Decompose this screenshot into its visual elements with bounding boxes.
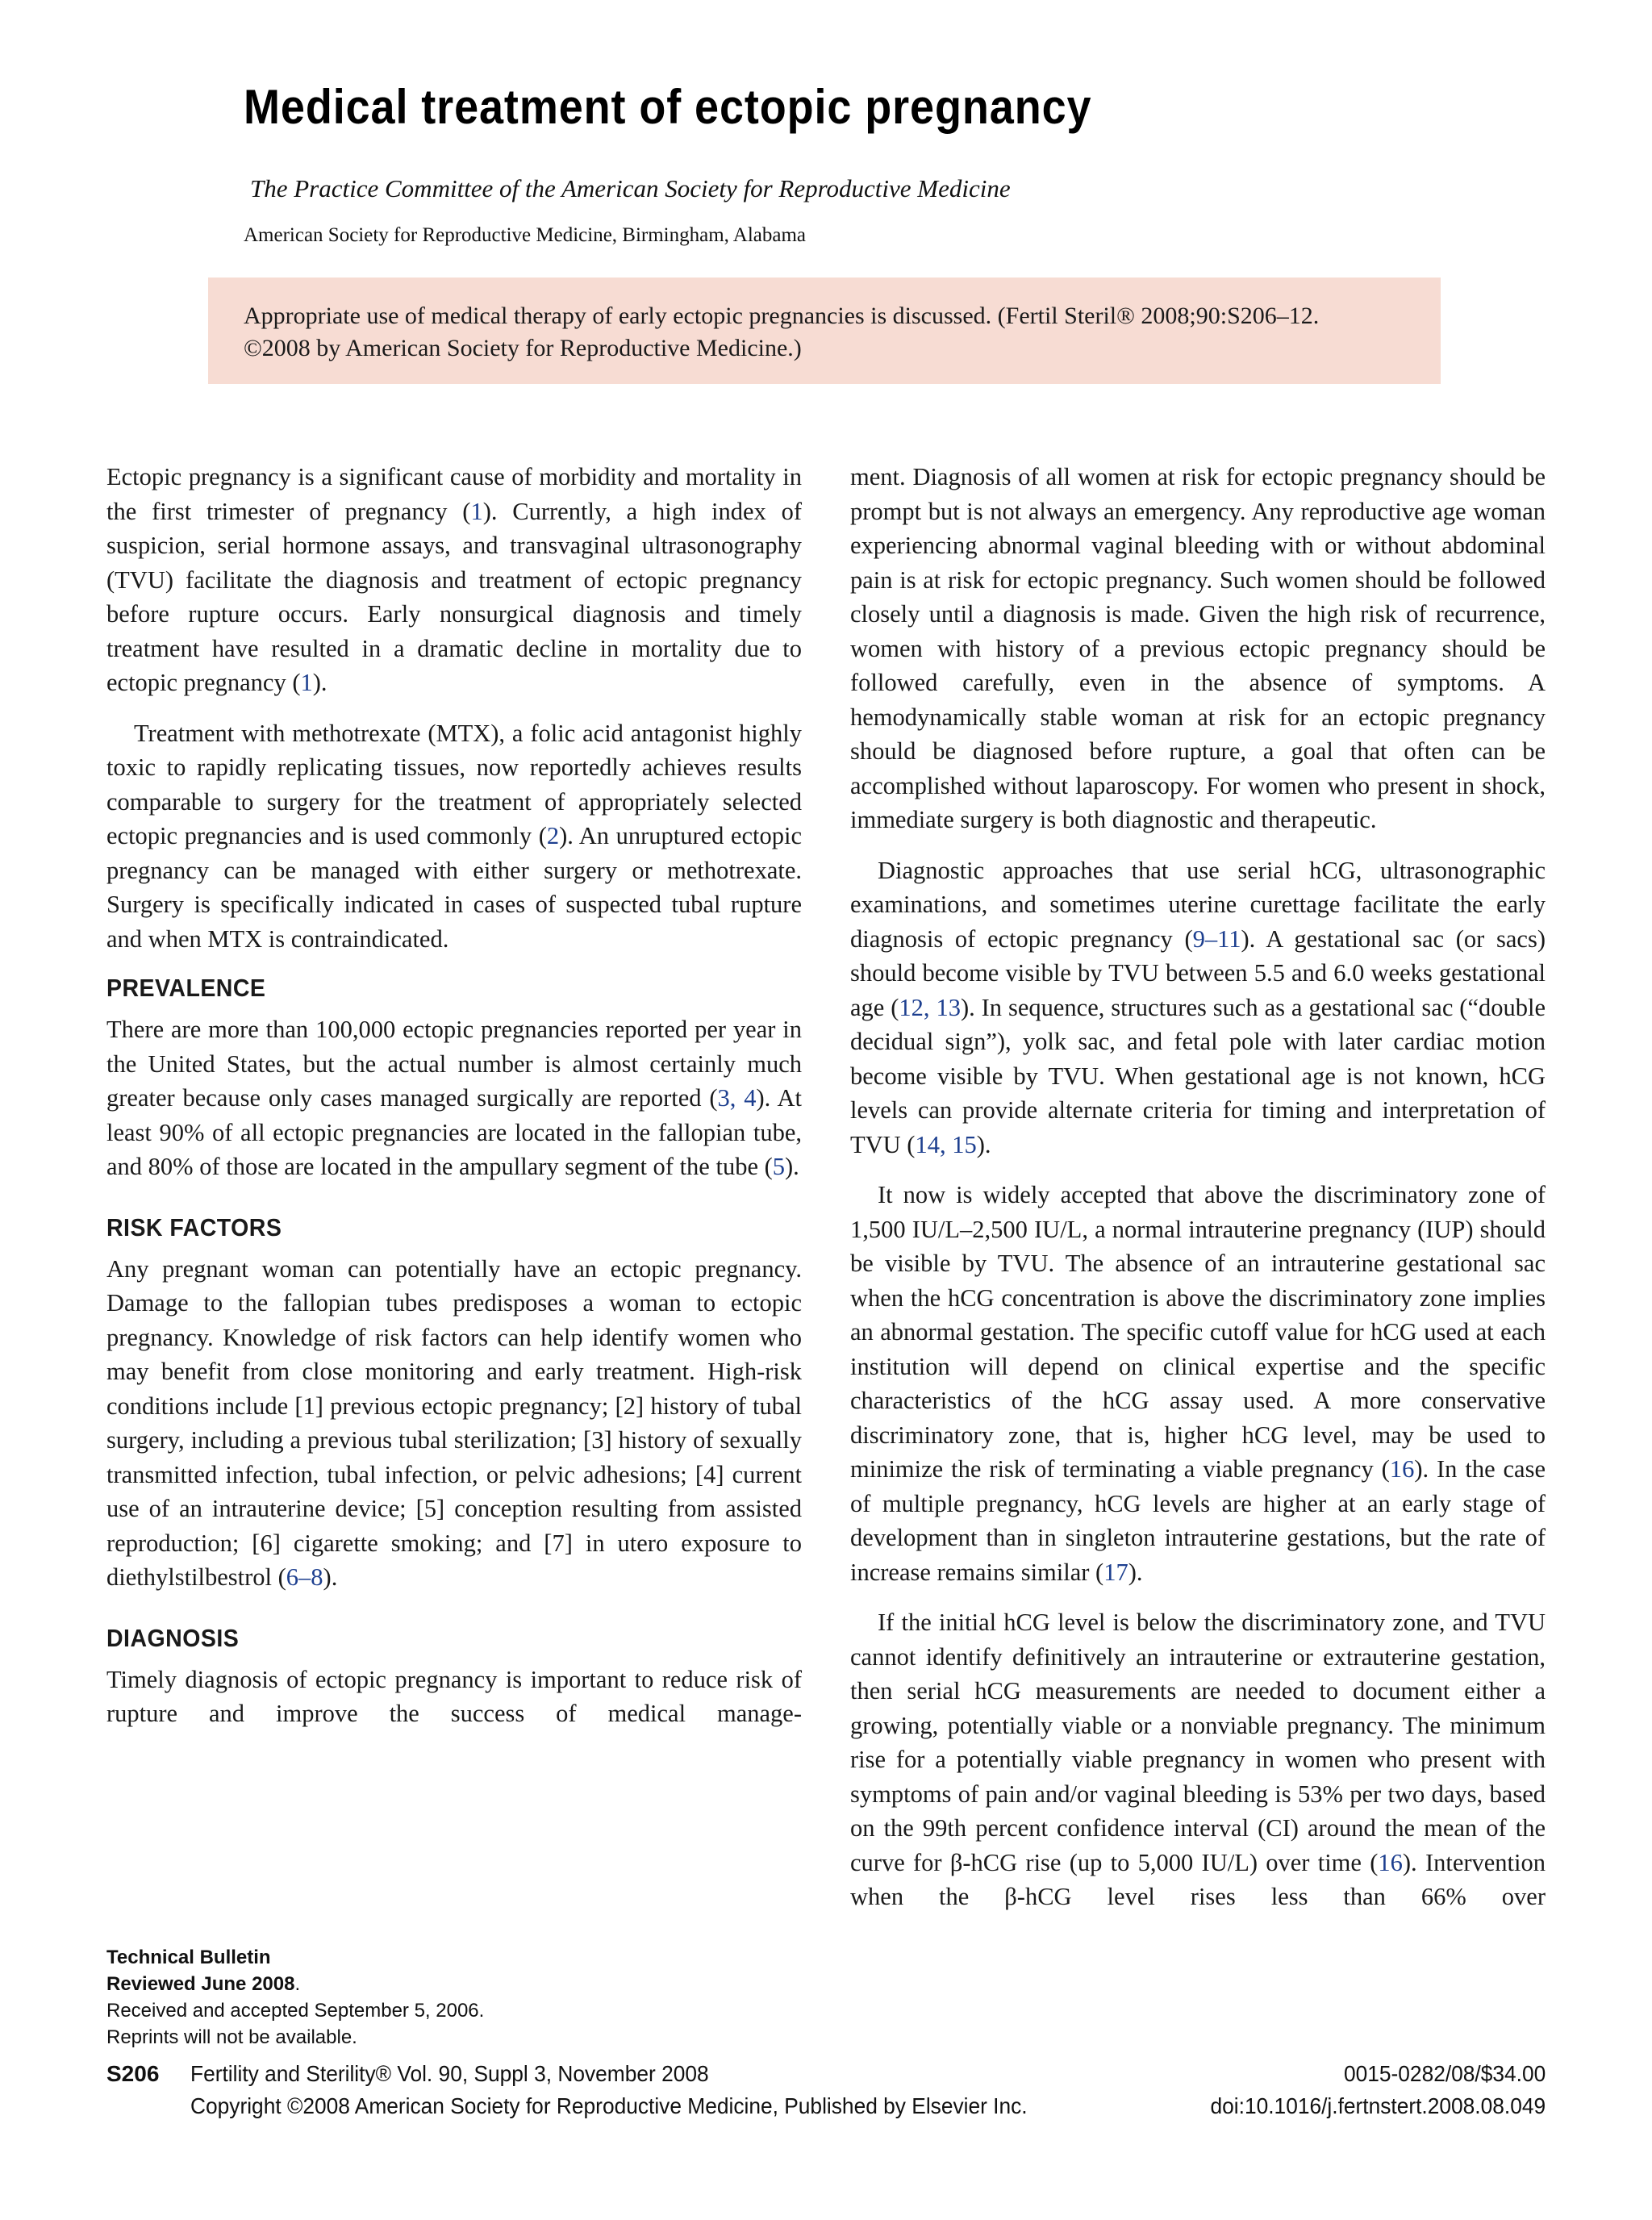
article-authors: The Practice Committee of the American Society for Reproductive Medicine bbox=[250, 174, 1011, 202]
received-date: Received and accepted September 5, 2006. bbox=[106, 2000, 485, 2022]
abstract-line-1: Appropriate use of medical therapy of early ectopic pregnancies is discussed. (Fertil Steril® 2008;90:S206–12. bbox=[244, 303, 1320, 329]
review-date: Reviewed June 2008 bbox=[106, 1973, 295, 1995]
citation-link[interactable]: 9–11 bbox=[1192, 924, 1241, 953]
citation-link[interactable]: 2 bbox=[546, 822, 560, 849]
heading-risk-factors: RISK FACTORS bbox=[106, 1212, 282, 1241]
paragraph-diagnosis: Timely diagnosis of ectopic pregnancy is important to reduce risk of rupture and improve the success of medical manage- bbox=[106, 1665, 802, 1727]
paragraph-prevalence: There are more than 100,000 ectopic pregnancies reported per year in the United States, but the actual number is almost certainly much greater because only cases managed surgically are reported (3, 4). At least 90% of all ectopic pregnancies are located in the fallopian tube, and 80% of those are located in the ampullary segment of the tube (5). bbox=[106, 1016, 802, 1180]
abstract-line-2: ©2008 by American Society for Reproductive Medicine.) bbox=[244, 335, 802, 361]
citation-link[interactable]: 17 bbox=[1103, 1558, 1128, 1586]
citation-link[interactable]: 16 bbox=[1378, 1848, 1403, 1876]
issn-price: 0015-0282/08/$34.00 bbox=[1343, 2061, 1546, 2086]
journal-citation: Fertility and Sterility® Vol. 90, Suppl 3, November 2008 bbox=[190, 2061, 709, 2086]
heading-diagnosis: DIAGNOSIS bbox=[106, 1623, 240, 1652]
paragraph-serial-hcg: If the initial hCG level is below the discriminatory zone, and TVU cannot identify definitively an intrauterine or extrauterine gestation, then serial hCG measurements are needed to document either a growing, potentially viable or a nonviable pregnancy. The minimum rise for a potentially viable pregnancy in women who present with symptoms of pain and/or vaginal bleeding is 53% per two days, based on the 99th percent confidence interval (CI) around the mean of the curve for β-hCG rise (up to 5,000 IU/L) over time (16). Intervention when the β-hCG level rises less than 66% over bbox=[850, 1609, 1546, 1910]
citation-link[interactable]: 14, 15 bbox=[915, 1130, 977, 1158]
article-notes: Technical Bulletin Reviewed June 2008. Received and accepted September 5, 2006. Reprints will not be available. bbox=[106, 1944, 484, 2051]
paragraph-diagnosis-cont: ment. Diagnosis of all women at risk for ectopic pregnancy should be prompt but is not always an emergency. Any reproductive age woman experiencing abnormal vaginal bleeding with or without abdominal pain is at risk for ectopic pregnancy. Such women should be followed closely until a diagnosis is made. Given the high risk of recurrence, women with history of a previous ectopic pregnancy should be followed carefully, even in the absence of symptoms. A hemodynamically stable woman at risk for an ectopic pregnancy should be diagnosed before rupture, a goal that often can be accomplished without laparoscopy. For women who present in shock, immediate surgery is both diagnostic and therapeutic. bbox=[850, 463, 1546, 833]
citation-link[interactable]: 16 bbox=[1389, 1455, 1415, 1483]
citation-link[interactable]: 1 bbox=[300, 669, 313, 696]
paragraph-methotrexate: Treatment with methotrexate (MTX), a folic acid antagonist highly toxic to rapidly replicating tissues, now reportedly achieves results comparable to surgery for the treatment of appropriately selected ectopic pregnancies and is used commonly (2). An unruptured ectopic pregnancy can be managed with either surgery or methotrexate. Surgery is specifically indicated in cases of suspected tubal rupture and when MTX is contraindicated. bbox=[106, 719, 802, 953]
reprints-note: Reprints will not be available. bbox=[106, 2026, 357, 2048]
heading-prevalence: PREVALENCE bbox=[106, 974, 266, 1002]
page-number: S206 bbox=[106, 2061, 160, 2086]
citation-link[interactable]: 5 bbox=[772, 1153, 786, 1180]
paragraph-discriminatory-zone: It now is widely accepted that above the discriminatory zone of 1,500 IU/L–2,500 IU/L, a normal intrauterine pregnancy (IUP) should be visible by TVU. The absence of an intrauterine gestational sac when the hCG concentration is above the discriminatory zone implies an abnormal gestation. The specific cutoff value for hCG used at each institution will depend on clinical expertise and the specific characteristics of the hCG assay used. A more conservative discriminatory zone, that is, higher hCG level, may be used to minimize the risk of terminating a viable pregnancy (16). In the case of multiple pregnancy, hCG levels are higher at an early stage of development than in singleton intrauterine gestations, but the rate of increase remains similar (17). bbox=[850, 1181, 1546, 1586]
paragraph-risk-factors: Any pregnant woman can potentially have an ectopic pregnancy. Damage to the fallopian tubes predisposes a woman to ectopic pregnancy. Knowledge of risk factors can help identify women who may benefit from close monitoring and early treatment. High-risk conditions include [1] previous ectopic pregnancy; [2] history of tubal surgery, including a previous tubal sterilization; [3] history of sexually transmitted infection, tubal infection, or pelvic adhesions; [4] current use of an intrauterine device; [5] conception resulting from assisted reproduction; [6] cigarette smoking; and [7] in utero exposure to diethylstilbestrol (6–8). bbox=[106, 1254, 802, 1591]
article-affiliation: American Society for Reproductive Medicine, Birmingham, Alabama bbox=[244, 224, 807, 246]
abstract-box bbox=[208, 278, 1441, 384]
paragraph-intro: Ectopic pregnancy is a significant cause of morbidity and mortality in the first trimester of pregnancy (1). Currently, a high index of suspicion, serial hormone assays, and transvaginal ultrasonography (TVU) facilitate the diagnosis and treatment of ectopic pregnancy before rupture occurs. Early nonsurgical diagnosis and timely treatment have resulted in a dramatic decline in mortality due to ectopic pregnancy (1). bbox=[106, 463, 802, 696]
citation-link[interactable]: 3, 4 bbox=[717, 1084, 757, 1112]
citation-link[interactable]: 1 bbox=[470, 497, 483, 525]
doi-link[interactable]: doi:10.1016/j.fertnstert.2008.08.049 bbox=[1210, 2093, 1546, 2118]
bulletin-type: Technical Bulletin bbox=[106, 1947, 271, 1968]
paragraph-diagnostic-approaches: Diagnostic approaches that use serial hCG, ultrasonographic examinations, and sometimes uterine curettage facilitate the early diagnosis of ectopic pregnancy (9–11). A gestational sac (or sacs) should become visible by TVU between 5.5 and 6.0 weeks gestational age (12, 13). In sequence, structures such as a gestational sac (“double decidual sign”), yolk sac, and fetal pole with later cardiac motion become visible by TVU. When gestational age is not known, hCG levels can provide alternate criteria for timing and interpretation of TVU (14, 15). bbox=[850, 856, 1546, 1158]
citation-link[interactable]: 6–8 bbox=[286, 1563, 323, 1591]
left-column bbox=[106, 460, 802, 1747]
citation-link[interactable]: 12, 13 bbox=[899, 993, 961, 1021]
article-title: Medical treatment of ectopic pregnancy bbox=[244, 80, 1092, 134]
right-column bbox=[850, 460, 1546, 1930]
copyright-line: Copyright ©2008 American Society for Reproductive Medicine, Published by Elsevier Inc. bbox=[190, 2093, 1028, 2118]
